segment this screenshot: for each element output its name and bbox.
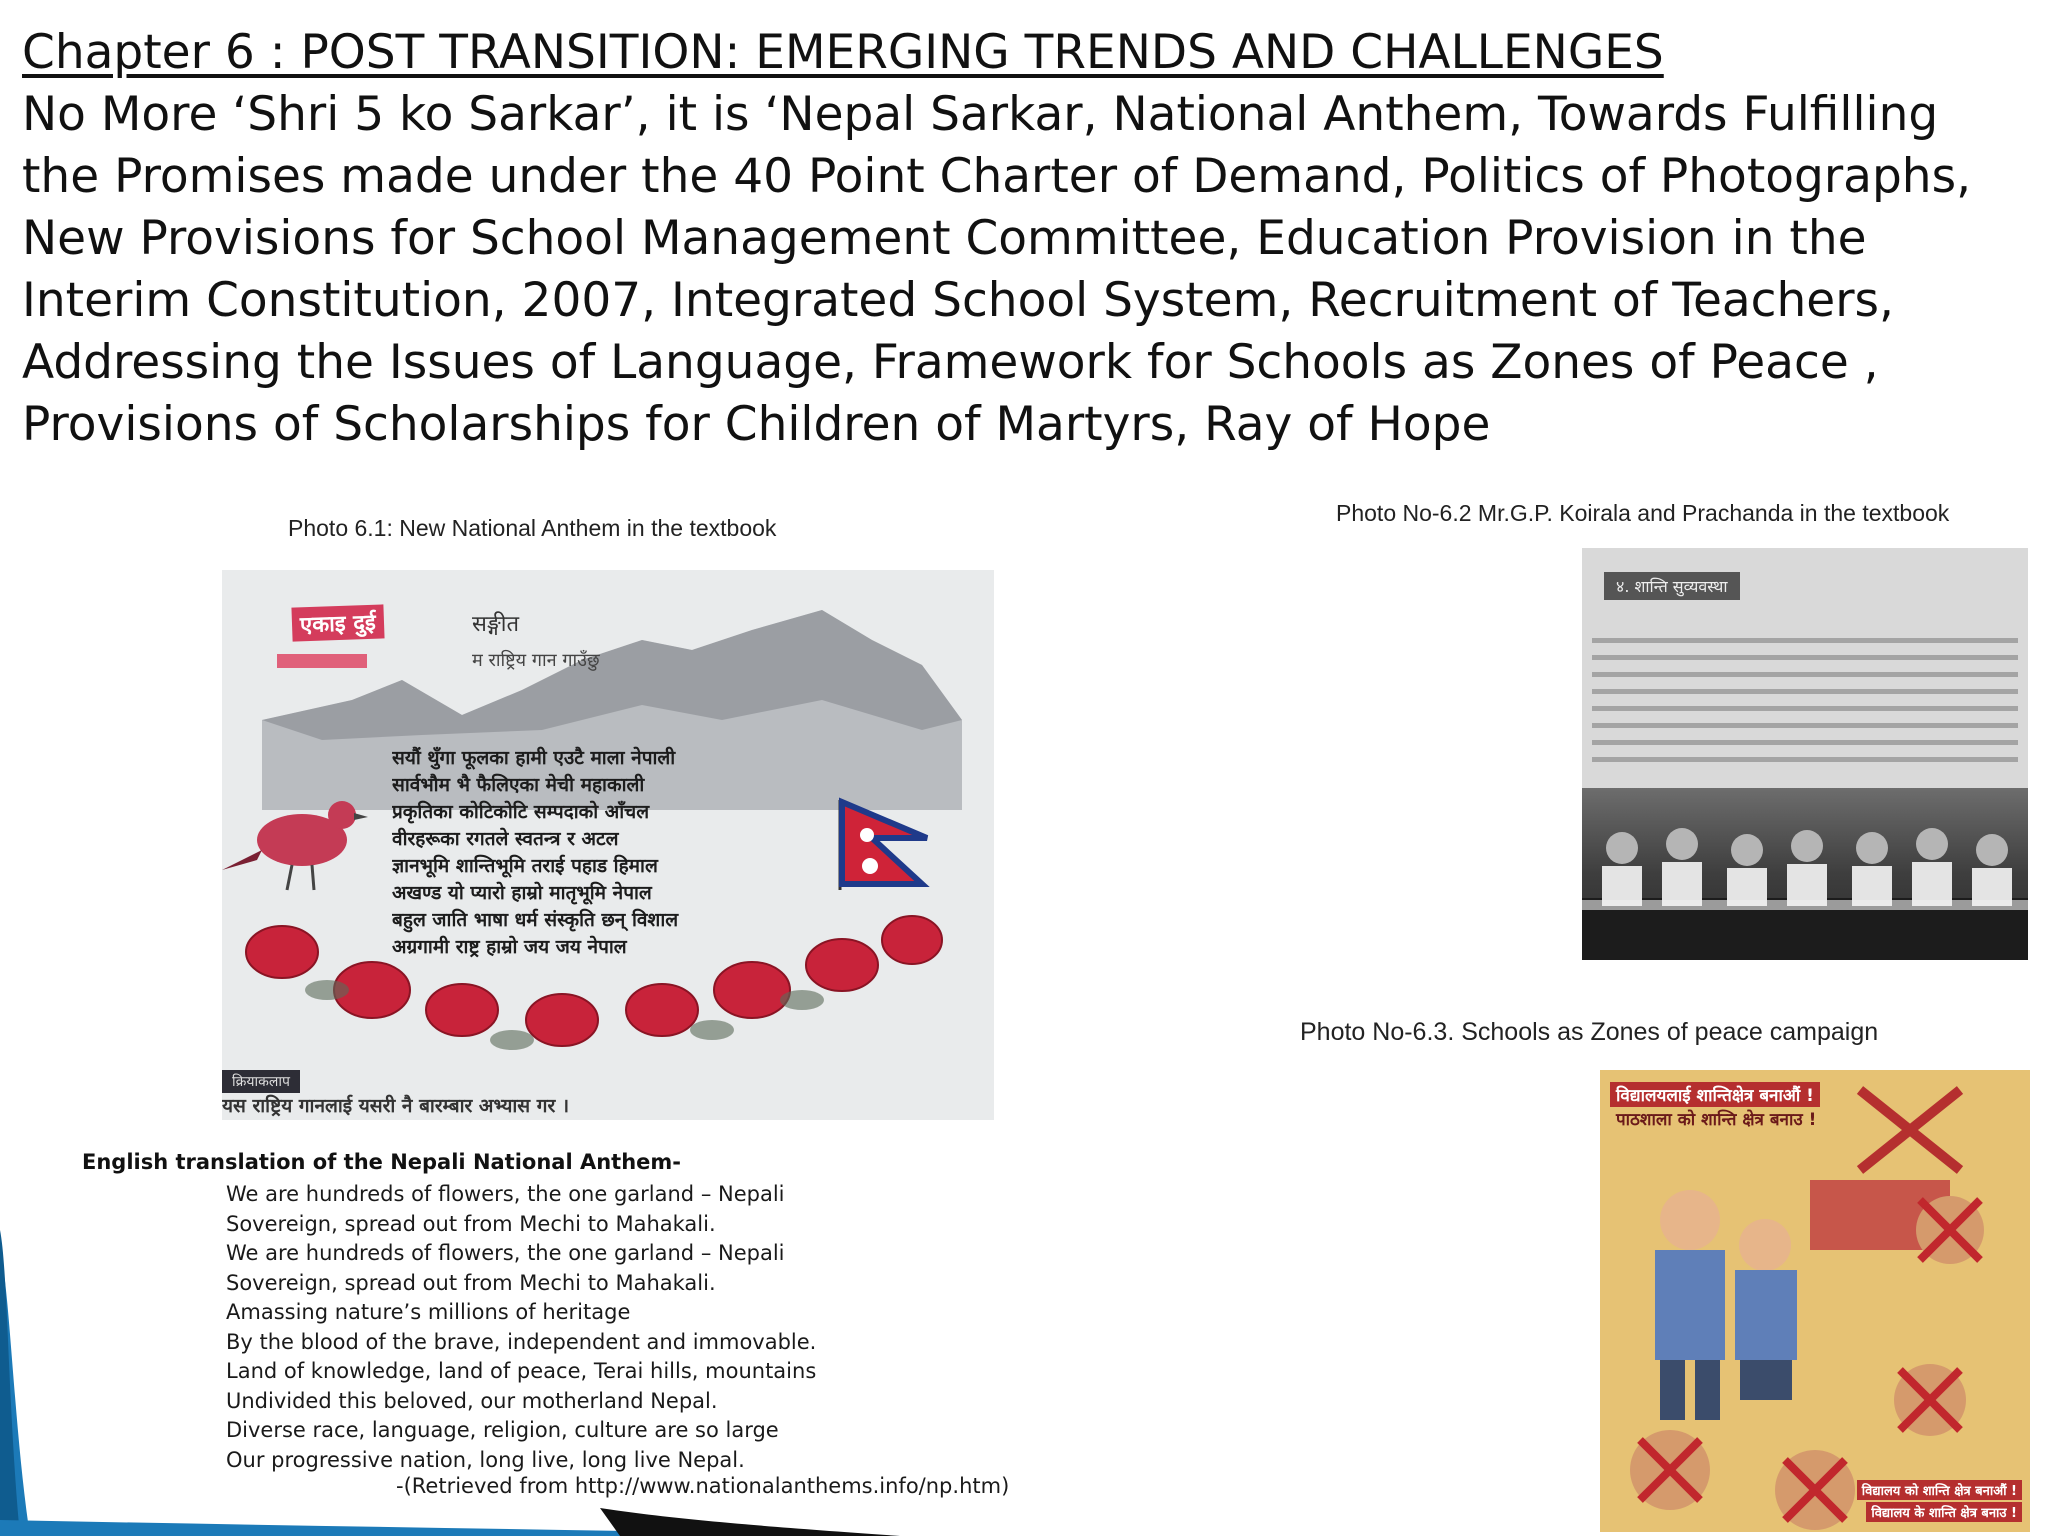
poster-title-hindi: पाठशाला को शान्ति क्षेत्र बनाउ !	[1616, 1110, 1817, 1130]
translation-line: Diverse race, language, religion, culture are so large	[226, 1418, 779, 1442]
book-unit-heading: एकाइ दुई	[291, 604, 384, 641]
anthem-line: सयौं थुँगा फूलका हामी एउटै माला नेपाली	[392, 747, 676, 769]
leaders-meeting-photo	[1582, 788, 2028, 960]
translation-line: By the blood of the brave, independent and immovable.	[226, 1329, 817, 1354]
chapter-topics: No More ‘Shri 5 ko Sarkar’, it is ‘Nepal Sarkar, National Anthem, Towards Fulfilling the Promises made under the 40 Point Charter of Demand, Politics of Photographs, New Provisions for School Management Committee, Education Provision in the Interim Constitution, 2007, Integrated School System, Recruitment of Teachers, Addressing the Issues of Language, Framework for Schools as Zones of Peace , Provisions of Scholarships for Children of Martyrs, Ray of Hope	[22, 87, 1972, 452]
anthem-line: प्रकृतिका कोटिकोटि सम्पदाको आँचल	[392, 801, 650, 823]
book-unit-subject: सङ्गीत	[472, 612, 520, 637]
translation-heading: English translation of the Nepali National Anthem-	[82, 1150, 682, 1174]
activity-tag: क्रियाकलाप	[222, 1070, 300, 1093]
anthem-line: सार्वभौम भै फैलिएका मेची महाकाली	[392, 774, 645, 796]
danphe-bird-icon	[222, 801, 368, 890]
translation-line: Sovereign, spread out from Mechi to Mahakali.	[226, 1270, 716, 1295]
translation-line: Amassing nature’s millions of heritage	[226, 1300, 631, 1324]
photo-6-2-caption: Photo No-6.2 Mr.G.P. Koirala and Prachanda in the textbook	[1336, 500, 1950, 526]
translation-line: We are hundreds of flowers, the one garland – Nepali	[226, 1182, 785, 1206]
translation-line: Land of knowledge, land of peace, Terai hills, mountains	[226, 1359, 817, 1383]
poster-slogan-2: विद्यालय के शान्ति क्षेत्र बनाउ !	[1866, 1502, 2022, 1522]
photo-6-1-anthem-page	[222, 570, 994, 1120]
translation-source: -(Retrieved from http://www.nationalanthems.info/np.htm)	[396, 1474, 1010, 1498]
anthem-line: अखण्ड यो प्यारो हाम्रो मातृभूमि नेपाल	[392, 882, 652, 904]
translation-line: Sovereign, spread out from Mechi to Mahakali.	[226, 1211, 716, 1236]
anthem-line: अग्रगामी राष्ट्र हाम्रो जय जय नेपाल	[392, 936, 627, 958]
photo-6-3-caption: Photo No-6.3. Schools as Zones of peace campaign	[1300, 1018, 1879, 1046]
anthem-nepali-lines	[392, 745, 752, 961]
anthem-line: ज्ञानभूमि शान्तिभूमि तराई पहाड हिमाल	[392, 855, 658, 877]
chapter-title: Chapter 6 : POST TRANSITION: EMERGING TRENDS AND CHALLENGES	[22, 25, 1664, 80]
peace-poster-illustration	[1600, 1070, 2030, 1532]
book-lesson-title: म राष्ट्रिय गान गाउँछु	[472, 650, 600, 671]
activity-instruction: यस राष्ट्रिय गानलाई यसरी नै बारम्बार अभ्यास गर ।	[222, 1095, 570, 1117]
photo-6-1-caption: Photo 6.1: New National Anthem in the textbook	[288, 515, 777, 541]
anthem-line: वीरहरूका रगतले स्वतन्त्र र अटल	[392, 828, 619, 850]
translation-line: Undivided this beloved, our motherland Nepal.	[226, 1388, 718, 1413]
meeting-photo-figures	[1582, 788, 2028, 960]
anthem-line: बहुल जाति भाषा धर्म संस्कृति छन् विशाल	[392, 909, 679, 931]
text-lines-placeholder	[1592, 638, 2018, 774]
book-section-heading: ४. शान्ति सुव्यवस्था	[1604, 572, 1740, 600]
photo-6-2-textbook-page	[1582, 548, 2028, 960]
translation-line: Our progressive nation, long live, long live Nepal.	[226, 1447, 745, 1472]
slide-swoosh-decoration	[0, 1230, 900, 1536]
nepal-flag-icon	[840, 800, 927, 890]
poster-title-nepali: विद्यालयलाई शान्तिक्षेत्र बनाऔं !	[1610, 1082, 1820, 1107]
translation-line: We are hundreds of flowers, the one garland – Nepali	[226, 1241, 785, 1265]
poster-slogan-1: विद्यालय को शान्ति क्षेत्र बनाऔं !	[1857, 1480, 2022, 1500]
photo-6-3-peace-poster	[1600, 1070, 2030, 1532]
